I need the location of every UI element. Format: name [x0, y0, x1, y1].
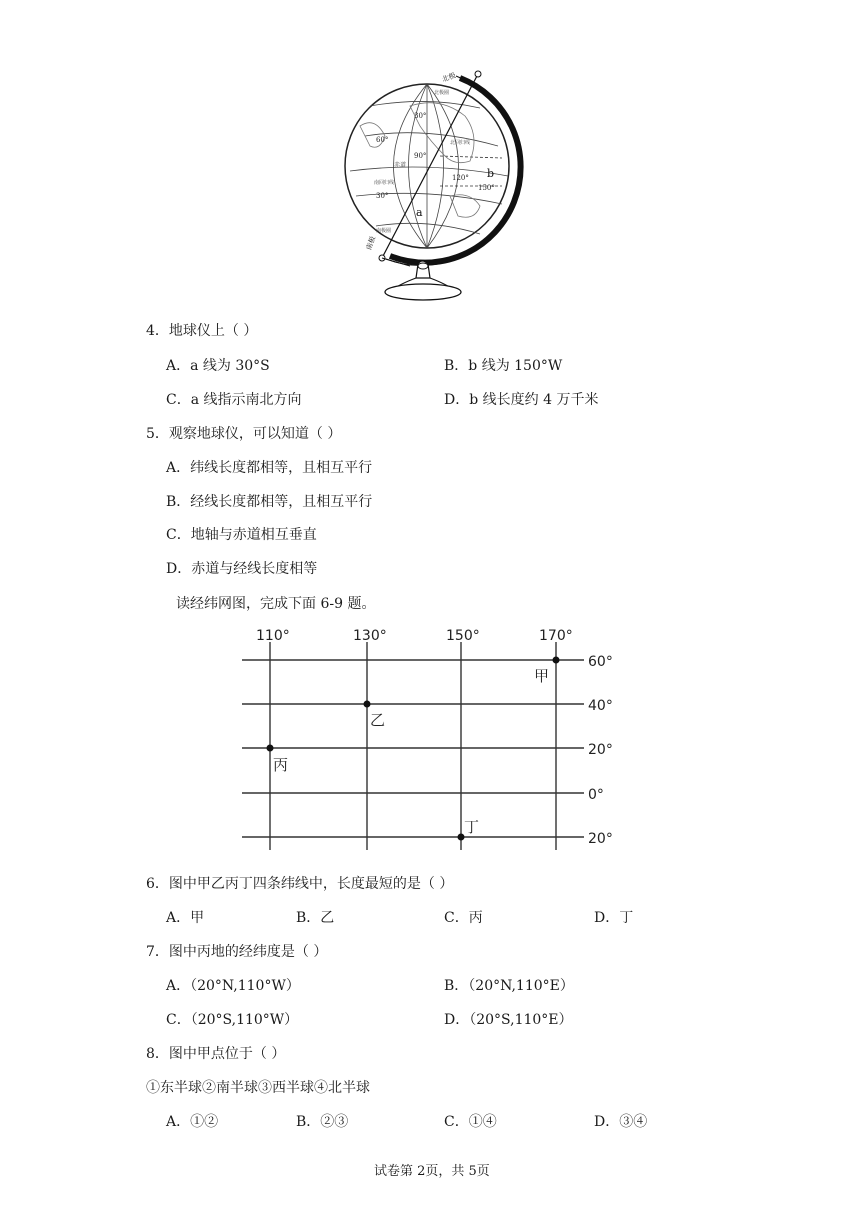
globe-label-antarctic: 南极圈: [376, 228, 392, 234]
globe-label-lat-30s: 30°: [376, 192, 389, 200]
q8-option-a[interactable]: A．①②: [166, 1114, 219, 1130]
q6-stem: 6．图中甲乙丙丁四条纬线中，长度最短的是（ ）: [146, 876, 454, 892]
globe-label-lon-90: 90°: [414, 152, 427, 160]
q6-option-d[interactable]: D．丁: [594, 910, 634, 926]
grid-lon-label-170: 170°: [539, 628, 573, 644]
globe-label-north-pole: 北极: [440, 71, 457, 84]
q5-stem: 5．观察地球仪，可以知道（ ）: [146, 426, 342, 442]
q6-option-c[interactable]: C．丙: [444, 910, 483, 926]
globe-figure: [330, 66, 530, 306]
q4-stem: 4．地球仪上（ ）: [146, 323, 258, 339]
q4-option-b[interactable]: B．b 线为 150°W: [444, 358, 563, 374]
q7-option-c[interactable]: C．（20°S,110°W）: [166, 1012, 299, 1028]
q5-option-c[interactable]: C．地轴与赤道相互垂直: [166, 527, 317, 543]
point-bing-label: 丙: [273, 756, 289, 774]
grid-lon-label-110: 110°: [256, 628, 290, 644]
point-yi: [364, 701, 371, 708]
grid-lat-label-60: 60°: [588, 654, 613, 670]
globe-label-lat-30n: 30°: [414, 112, 427, 120]
q8-stem: 8．图中甲点位于（ ）: [146, 1046, 286, 1062]
q4-option-c[interactable]: C．a 线指示南北方向: [166, 392, 302, 408]
grid-lat-label-0: 0°: [588, 787, 604, 803]
q5-option-b[interactable]: B．经线长度都相等，且相互平行: [166, 494, 373, 510]
grid-lon-label-130: 130°: [353, 628, 387, 644]
q6-option-a[interactable]: A．甲: [166, 910, 205, 926]
q7-option-a[interactable]: A．（20°N,110°W）: [166, 978, 300, 994]
q7-option-b[interactable]: B．（20°N,110°E）: [444, 978, 574, 994]
globe-label-lon-120: 120°: [452, 174, 469, 182]
grid-intro: 读经纬网图，完成下面 6-9 题。: [176, 596, 376, 612]
q8-option-d[interactable]: D．③④: [594, 1114, 648, 1130]
q5-option-d[interactable]: D．赤道与经线长度相等: [166, 561, 318, 577]
page-footer: 试卷第 2页，共 5页: [374, 1164, 490, 1179]
grid-lat-label-40: 40°: [588, 698, 613, 714]
point-jia-label: 甲: [534, 667, 550, 685]
globe-label-tropic-capricorn: 南回归线: [374, 180, 395, 186]
q4-option-a[interactable]: A．a 线为 30°S: [166, 358, 270, 374]
point-jia: [553, 657, 560, 664]
globe-label-lon-150: 150°: [478, 184, 495, 192]
grid-lon-label-150: 150°: [446, 628, 480, 644]
q8-subitems: ①东半球②南半球③西半球④北半球: [146, 1080, 370, 1096]
globe-label-lon-60: 60°: [376, 136, 389, 144]
globe-label-tropic-cancer: 北回归线: [450, 140, 471, 146]
grid-lat-label-20s: 20°: [588, 831, 613, 847]
q8-option-b[interactable]: B．②③: [296, 1114, 349, 1130]
globe-line-b-label: b: [487, 167, 495, 180]
q6-option-b[interactable]: B．乙: [296, 910, 335, 926]
latlon-grid: [236, 620, 626, 852]
globe-line-a-label: a: [416, 206, 423, 219]
globe-label-equator: 赤道: [394, 162, 407, 169]
q7-stem: 7．图中丙地的经纬度是（ ）: [146, 944, 328, 960]
point-yi-label: 乙: [370, 711, 386, 729]
globe-label-arctic: 北极圈: [434, 90, 450, 96]
point-bing: [267, 745, 274, 752]
grid-lat-label-20n: 20°: [588, 742, 613, 758]
q8-option-c[interactable]: C．①④: [444, 1114, 497, 1130]
point-ding-label: 丁: [464, 818, 480, 836]
q5-option-a[interactable]: A．纬线长度都相等，且相互平行: [166, 460, 373, 476]
q7-option-d[interactable]: D．（20°S,110°E）: [444, 1012, 573, 1028]
q4-option-d[interactable]: D．b 线长度约 4 万千米: [444, 392, 599, 408]
globe-label-south-pole: 南极: [364, 235, 378, 252]
